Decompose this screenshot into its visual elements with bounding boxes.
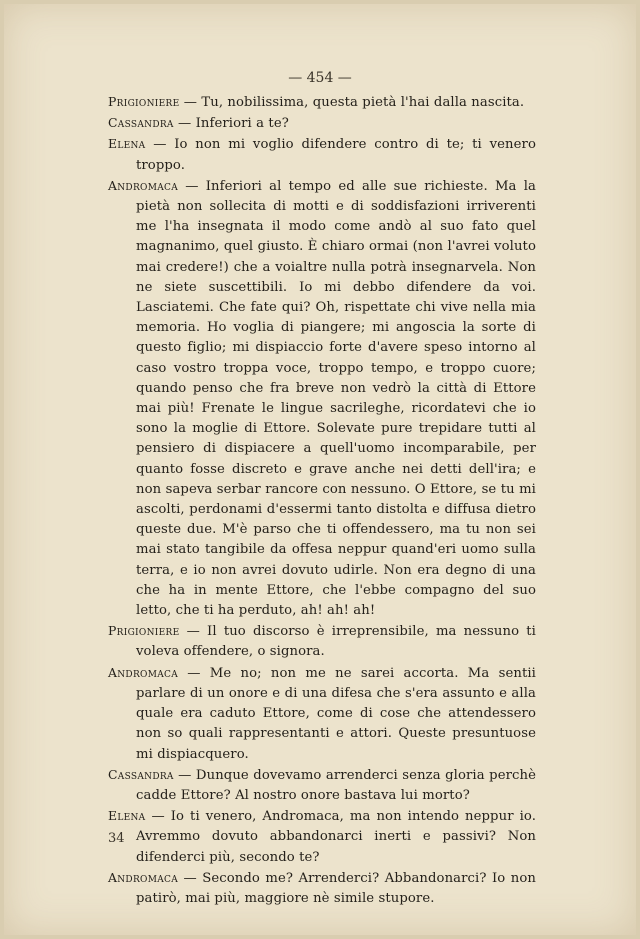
speaker-name: Elena [108,136,146,152]
speech-text: — Dunque dovevamo arrenderci senza gloria perchè cadde Ettore? Al nostro onore bastava lui morto? [136,767,536,803]
speech-text: — Tu, nobilissima, questa pietà l'hai dalla nascita. [179,95,525,110]
speech [108,92,536,113]
speaker-name: Elena [108,808,146,824]
dialogue-text [108,92,536,909]
speaker-name: Andromaca [108,177,178,193]
speech [108,765,536,806]
speech-text: — Io non mi voglio difendere contro di te; ti venero troppo. [136,137,536,173]
speaker-name: Cassandra [108,766,174,782]
speech-text: — Secondo me? Arrenderci? Abbandonarci? Io non patirò, mai più, maggiore nè simile stupore. [136,870,536,906]
speaker-name: Andromaca [108,664,178,680]
book-page [4,4,636,935]
speech-text: — Inferiori al tempo ed alle sue richieste. Ma la pietà non sollecita di motti e di soddisfazioni irriverenti me l'ha insegnata il modo come andò al suo fato quel magnanimo, quel giusto. È chiaro ormai (non l'avrei voluto mai credere!) che a voialtre nulla potrà insegnarvela. Non ne siete suscettibili. Io mi debbo difendere da voi. Lasciatemi. Che fate qui? Oh, rispettate chi vive nella mia memoria. Ho voglia di piangere; mi angoscia la sorte di questo figlio; mi dispiaccio forte d'avere speso intorno al caso vostro troppa voce, troppo tempo, e troppo cuore; quando penso che fra breve non vedrò la città di Ettore mai più! Frenate le lingue sacrileghe, ricordatevi che io sono la moglie di Ettore. Solevate pure trepidare tutti al pensiero di dispiacere a quell'uomo incomparabile, per quanto fosse discreto e grave anche nei detti dell'ira; e non sapeva serbar rancore con nessuno. O Ettore, se tu mi ascolti, perdonami d'essermi tanto distolta e diffusa dietro queste due. M'è parso che ti offendessero, ma tu non sei mai stato tangibile da offesa neppur quand'eri uomo sulla terra, e io non avrei dovuto udirle. Non era degno di una che ha in mente Ettore, che l'ebbe compagno del suo letto, che ti ha perduto, ah! ah! ah! [136,178,536,619]
speaker-name: Andromaca [108,869,178,885]
speech [108,113,536,134]
signature-mark: 34 [108,831,125,846]
speech [108,868,536,909]
page-number: — 454 — [288,70,352,86]
speech-text: — Io ti venero, Andromaca, ma non intendo neppur io. Avremmo dovuto abbandonarci inerti e passivi? Non difenderci più, secondo te? [136,809,536,865]
speaker-name: Cassandra [108,115,174,131]
speech [108,663,536,765]
speech-text: — Il tuo discorso è irreprensibile, ma nessuno ti voleva offendere, o signora. [136,624,536,660]
speech [108,134,536,175]
speech-text: — Inferiori a te? [173,116,289,132]
speech [108,806,536,868]
speech-text: — Me no; non me ne sarei accorta. Ma sentii parlare di un onore e di una difesa che s'era assunto e alla quale era caduto Ettore, come di cose che attendessero non so quali rappresentanti e attori. Queste presuntuose mi dispiacquero. [136,665,536,762]
speaker-name: Prigioniere [108,623,180,639]
speaker-name: Prigioniere [108,94,180,109]
speech [108,621,536,662]
speech [108,176,536,621]
